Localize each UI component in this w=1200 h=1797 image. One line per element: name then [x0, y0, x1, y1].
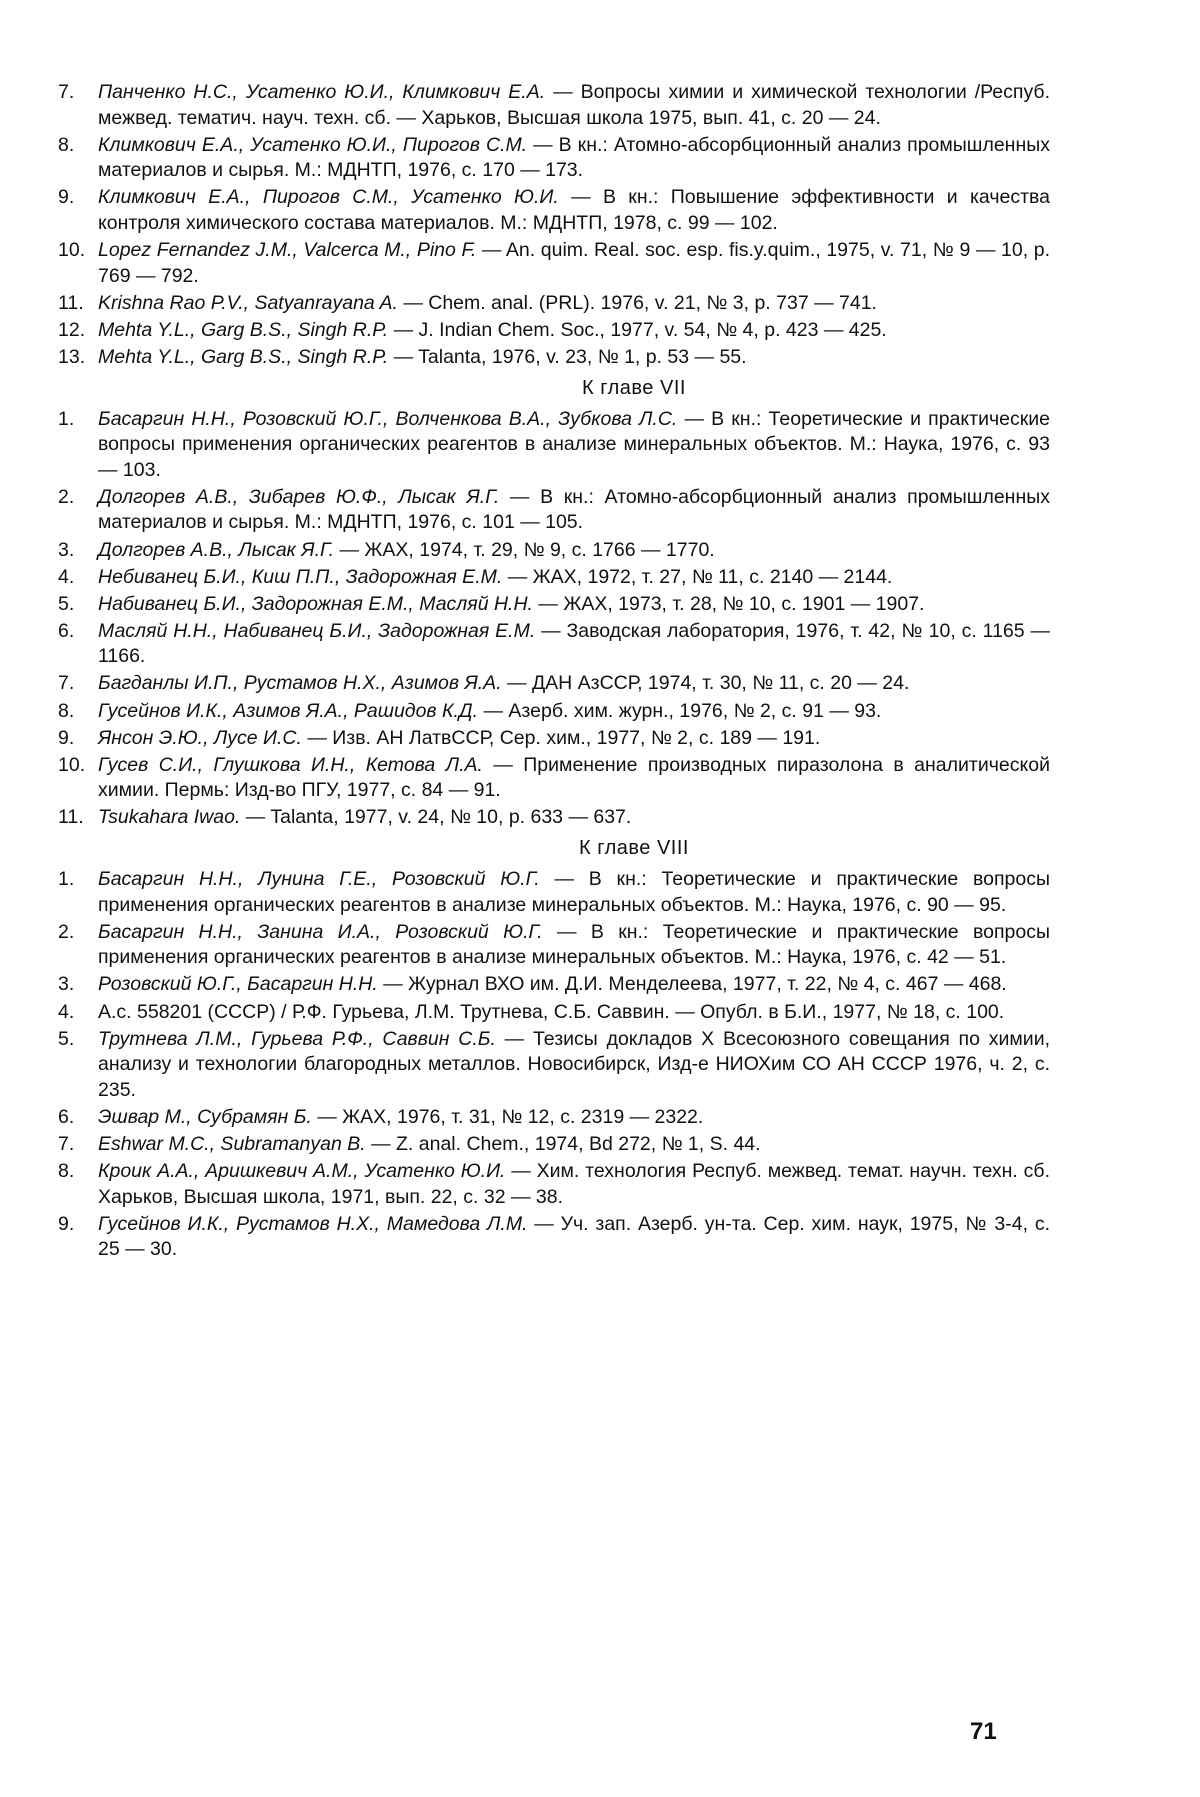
- reference-item: [58, 1159, 1050, 1210]
- reference-authors: Трутнева Л.М., Гурьева Р.Ф., Саввин С.Б.: [98, 1027, 496, 1050]
- reference-item: [58, 485, 1050, 536]
- reference-number: 6.: [58, 1105, 75, 1128]
- reference-authors: Гусев С.И., Глушкова И.Н., Кетова Л.А.: [98, 753, 483, 776]
- chapter-heading: К главе VIII: [579, 837, 689, 860]
- reference-authors: Krishna Rao P.V., Satyanrayana A.: [98, 291, 398, 314]
- reference-source: — Хим. технология Респуб. межвед. темат. научн. техн. сб. Харьков, Высшая школа, 1971, вып. 22, с. 32 — 38.: [98, 1160, 1050, 1208]
- reference-source: — В кн.: Атомно-абсорбционный анализ промышленных материалов и сырья. М.: МДНТП, 1976, с. 101 — 105.: [98, 485, 1050, 534]
- reference-number: 9.: [58, 726, 75, 749]
- reference-authors: Климкович Е.А., Пирогов С.М., Усатенко Ю.И.: [98, 186, 559, 209]
- reference-item: [58, 1132, 1050, 1158]
- reference-item: [58, 185, 1050, 236]
- reference-source: — ЖАХ, 1973, т. 28, № 10, с. 1901 — 1907.: [532, 592, 925, 615]
- reference-body: [98, 238, 1050, 289]
- reference-source: — В кн.: Атомно-абсорбционный анализ промышленных материалов и сырья. М.: МДНТП, 1976, с. 170 — 173.: [98, 133, 1050, 182]
- reference-item: [58, 592, 1050, 618]
- reference-number: 8.: [58, 699, 75, 722]
- reference-number: 4.: [58, 565, 75, 588]
- chapter-heading: К главе VII: [582, 376, 686, 399]
- reference-item: [58, 753, 1050, 804]
- reference-item: [58, 671, 1050, 697]
- reference-source: — В кн.: Теоретические и практические вопросы применения органических реагентов в анализе минеральных объектов. М.: Наука, 1976, с. 93 — 103.: [98, 407, 1050, 481]
- reference-body: [98, 671, 1050, 697]
- reference-item: [58, 291, 1050, 317]
- reference-authors: Гусейнов И.К., Рустамов Н.Х., Мамедова Л.М.: [98, 1212, 528, 1235]
- reference-body: [98, 133, 1050, 184]
- reference-number: 4.: [58, 1000, 75, 1023]
- reference-authors: Набиванец Б.И., Задорожная Е.М., Масляй Н.Н.: [98, 592, 533, 615]
- reference-item: [58, 318, 1050, 344]
- reference-number: 2.: [58, 920, 75, 943]
- reference-authors: Кроик А.А., Аришкевич А.М., Усатенко Ю.И.: [98, 1160, 506, 1183]
- reference-source: — ЖАХ, 1974, т. 29, № 9, с. 1766 — 1770.: [334, 538, 715, 561]
- reference-body: [98, 407, 1050, 484]
- reference-body: [98, 1027, 1050, 1104]
- reference-item: [58, 538, 1050, 564]
- reference-number: 5.: [58, 592, 75, 615]
- reference-body: [98, 291, 1050, 317]
- reference-number: 3.: [58, 538, 75, 561]
- reference-source: — В кн.: Теоретические и практические вопросы применения органических реагентов в анализе минеральных объектов. М.: Наука, 1976, с. 42 — 51.: [98, 920, 1050, 969]
- reference-source: — Азерб. хим. журн., 1976, № 2, с. 91 — 93.: [478, 699, 882, 722]
- reference-item: [58, 238, 1050, 289]
- reference-body: [98, 538, 1050, 564]
- reference-body: [98, 619, 1050, 670]
- reference-body: [98, 1105, 1050, 1131]
- reference-number: 8.: [58, 1160, 75, 1183]
- reference-authors: Басаргин Н.Н., Занина И.А., Розовский Ю.Г.: [98, 920, 543, 943]
- reference-number: 12.: [58, 318, 86, 341]
- reference-body: [98, 920, 1050, 971]
- reference-source: — Заводская лаборатория, 1976, т. 42, № 10, с. 1165 — 1166.: [98, 619, 1050, 668]
- reference-authors: Эшвар М., Субрамян Б.: [98, 1105, 312, 1128]
- reference-body: [98, 805, 1050, 831]
- reference-authors: Масляй Н.Н., Набиванец Б.И., Задорожная Е.М.: [98, 619, 536, 642]
- reference-body: [98, 485, 1050, 536]
- reference-body: [98, 753, 1050, 804]
- reference-item: [58, 345, 1050, 371]
- reference-number: 5.: [58, 1027, 75, 1050]
- reference-item: [58, 619, 1050, 670]
- reference-item: [58, 867, 1050, 918]
- reference-item: [58, 1000, 1050, 1026]
- reference-source: — Тезисы докладов X Всесоюзного совещания по химии, анализу и технологии благородных металлов. Новосибирск, Изд-е НИОХим СО АН СССР 1976, ч. 2, с. 235.: [98, 1027, 1050, 1101]
- reference-source: — ЖАХ, 1972, т. 27, № 11, с. 2140 — 2144.: [502, 565, 893, 588]
- reference-source: — Применение производных пиразолона в аналитической химии. Пермь: Изд-во ПГУ, 1977, с. 84 — 91.: [98, 753, 1050, 802]
- reference-number: 7.: [58, 81, 75, 103]
- reference-item: [58, 1027, 1050, 1104]
- reference-source: — ДАН АзССР, 1974, т. 30, № 11, с. 20 — 24.: [501, 672, 910, 695]
- reference-number: 9.: [58, 1212, 75, 1235]
- reference-list: [58, 80, 1050, 371]
- reference-number: 11.: [58, 806, 84, 829]
- reference-source: — Z. anal. Chem., 1974, Bd 272, № 1, S. 44.: [365, 1132, 761, 1155]
- reference-authors: Mehta Y.L., Garg B.S., Singh R.P.: [98, 318, 389, 341]
- reference-source: — Talanta, 1976, v. 23, № 1, p. 53 — 55.: [388, 345, 747, 368]
- reference-item: [58, 565, 1050, 591]
- reference-authors: Долгорев А.В., Зибарев Ю.Ф., Лысак Я.Г.: [98, 485, 500, 508]
- reference-body: [98, 185, 1050, 236]
- reference-authors: Гусейнов И.К., Азимов Я.А., Рашидов К.Д.: [98, 699, 479, 722]
- reference-number: 9.: [58, 186, 75, 209]
- reference-source: А.с. 558201 (СССР) / Р.Ф. Гурьева, Л.М. Трутнева, С.Б. Саввин. — Опубл. в Б.И., 1977, № 18, с. 100.: [98, 1000, 1005, 1023]
- reference-number: 7.: [58, 1132, 75, 1155]
- reference-item: [58, 920, 1050, 971]
- reference-body: [98, 867, 1050, 918]
- reference-list: [58, 867, 1050, 1263]
- reference-item: [58, 1105, 1050, 1131]
- reference-body: [98, 1212, 1050, 1263]
- reference-source: — Вопросы химии и химической технологии /Респуб. межвед. тематич. науч. техн. сб. — Харьков, Высшая школа 1975, вып. 41, с. 20 — 24.: [98, 81, 1050, 129]
- reference-authors: Климкович Е.А., Усатенко Ю.И., Пирогов С.М.: [98, 133, 528, 156]
- reference-number: 10.: [58, 753, 86, 776]
- reference-authors: Небиванец Б.И., Киш П.П., Задорожная Е.М.: [98, 565, 503, 588]
- reference-body: [98, 592, 1050, 618]
- reference-authors: Eshwar M.C., Subramanyan B.: [98, 1132, 366, 1155]
- reference-authors: Tsukahara Iwao.: [98, 806, 241, 829]
- reference-authors: Панченко Н.С., Усатенко Ю.И., Климкович Е.А.: [98, 81, 546, 103]
- reference-body: [98, 565, 1050, 591]
- reference-item: [58, 133, 1050, 184]
- reference-body: [98, 1000, 1050, 1026]
- reference-number: 7.: [58, 672, 75, 695]
- reference-body: [98, 726, 1050, 752]
- reference-authors: Басаргин Н.Н., Лунина Г.Е., Розовский Ю.Г.: [98, 868, 540, 891]
- reference-item: [58, 1212, 1050, 1263]
- reference-number: 3.: [58, 973, 75, 996]
- reference-authors: Розовский Ю.Г., Басаргин Н.Н.: [98, 973, 378, 996]
- reference-number: 13.: [58, 345, 86, 368]
- reference-body: [98, 699, 1050, 725]
- reference-item: [58, 407, 1050, 484]
- reference-number: 1.: [58, 407, 75, 430]
- reference-source: — Talanta, 1977, v. 24, № 10, p. 633 — 637.: [240, 806, 632, 829]
- references-content: [58, 80, 1050, 1263]
- reference-body: [98, 1159, 1050, 1210]
- reference-authors: Lopez Fernandez J.M., Valcerca M., Pino F.: [98, 239, 477, 262]
- reference-item: [58, 805, 1050, 831]
- page-number: 71: [970, 1718, 997, 1745]
- reference-authors: Долгорев А.В., Лысак Я.Г.: [98, 538, 335, 561]
- reference-source: — В кн.: Повышение эффективности и качества контроля химического состава материалов. М.: МДНТП, 1978, с. 99 — 102.: [98, 186, 1050, 234]
- reference-number: 10.: [58, 239, 86, 262]
- reference-number: 8.: [58, 133, 75, 156]
- reference-source: — An. quim. Real. soc. esp. fis.y.quim., 1975, v. 71, № 9 — 10, p. 769 — 792.: [98, 239, 1050, 287]
- reference-number: 6.: [58, 619, 75, 642]
- reference-item: [58, 699, 1050, 725]
- reference-authors: Багданлы И.П., Рустамов Н.Х., Азимов Я.А.: [98, 672, 502, 695]
- reference-authors: Янсон Э.Ю., Лусе И.С.: [98, 726, 302, 749]
- reference-list: [58, 407, 1050, 832]
- reference-body: [98, 972, 1050, 998]
- reference-body: [98, 318, 1050, 344]
- reference-body: [98, 1132, 1050, 1158]
- reference-source: — Изв. АН ЛатвССР, Сер. хим., 1977, № 2, с. 189 — 191.: [301, 726, 821, 749]
- reference-authors: Mehta Y.L., Garg B.S., Singh R.P.: [98, 345, 389, 368]
- reference-item: [58, 972, 1050, 998]
- reference-number: 1.: [58, 868, 75, 891]
- reference-authors: Басаргин Н.Н., Розовский Ю.Г., Волченкова В.А., Зубкова Л.С.: [98, 407, 678, 430]
- reference-source: — ЖАХ, 1976, т. 31, № 12, с. 2319 — 2322.: [311, 1105, 704, 1128]
- reference-source: — В кн.: Теоретические и практические вопросы применения органических реагентов в анализе минеральных объектов. М.: Наука, 1976, с. 90 — 95.: [98, 868, 1050, 916]
- reference-source: — J. Indian Chem. Soc., 1977, v. 54, № 4, p. 423 — 425.: [388, 318, 887, 341]
- reference-source: — Chem. anal. (PRL). 1976, v. 21, № 3, p. 737 — 741.: [397, 291, 877, 314]
- reference-item: [58, 726, 1050, 752]
- reference-item: [58, 80, 1050, 131]
- reference-body: [98, 80, 1050, 131]
- reference-source: — Журнал ВХО им. Д.И. Менделеева, 1977, т. 22, № 4, с. 467 — 468.: [377, 973, 1007, 996]
- reference-number: 2.: [58, 485, 75, 508]
- reference-source: — Уч. зап. Азерб. ун-та. Сер. хим. наук, 1975, № 3-4, с. 25 — 30.: [98, 1212, 1051, 1261]
- reference-body: [98, 345, 1050, 371]
- reference-number: 11.: [58, 291, 84, 314]
